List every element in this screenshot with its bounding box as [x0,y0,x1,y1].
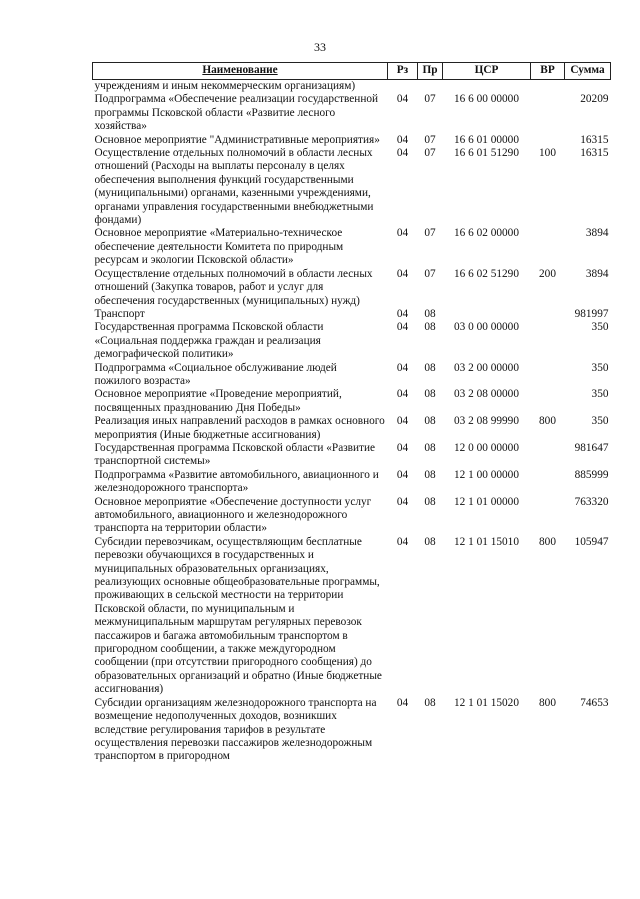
row-sum: 16315 [580,133,609,146]
row-rz: 04 [396,267,409,280]
row-pr: 08 [424,441,436,454]
row-csr: 03 2 00 00000 [454,361,519,374]
table-row [93,442,611,469]
row-rz: 04 [396,321,409,334]
row-csr: 16 6 02 00000 [454,227,519,240]
row-rz: 04 [396,468,409,481]
row-pr: 08 [424,321,436,334]
row-sum: 981997 [574,307,609,320]
row-pr: 08 [424,307,436,320]
row-sum: 350 [591,361,609,374]
row-pr: 07 [424,227,436,240]
row-pr: 08 [424,388,436,401]
row-csr: 03 0 00 00000 [454,321,519,334]
row-vr [531,134,565,147]
table-row [93,496,611,536]
row-csr: 16 6 02 51290 [454,267,519,280]
row-csr: 16 6 01 51290 [454,147,519,160]
table-row [93,388,611,415]
row-rz: 04 [396,696,409,709]
row-sum: 3894 [585,227,609,240]
row-vr: 800 [539,696,556,709]
table-header-row [93,63,611,80]
row-name: Государственная программа Псковской области «Социальная поддержка граждан и реализация демографической политики» [94,321,324,361]
row-pr: 08 [424,415,436,428]
row-vr [531,308,565,321]
table-row [93,362,611,389]
row-sum: 350 [591,388,609,401]
row-csr: 16 6 00 00000 [454,93,519,106]
table-row [93,536,611,697]
row-pr: 08 [424,495,436,508]
row-pr [418,80,443,94]
row-rz: 04 [396,361,409,374]
budget-table [92,62,611,764]
row-pr: 07 [424,267,436,280]
table-row [93,321,611,361]
row-sum: 981647 [574,441,609,454]
row-sum: 763320 [574,495,609,508]
table-row [93,469,611,496]
row-sum: 74653 [580,696,609,709]
row-pr: 07 [424,147,436,160]
row-vr [531,227,565,267]
row-sum: 3894 [585,267,609,280]
row-rz: 04 [396,93,409,106]
row-name: Подпрограмма «Обеспечение реализации государственной программы Псковской области «Развитие лесного хозяйства» [94,93,379,133]
row-pr: 08 [424,696,436,709]
row-name: Транспорт [94,307,145,320]
row-csr: 03 2 08 00000 [454,388,519,401]
table-row [93,308,611,321]
row-vr: 800 [539,415,556,428]
row-sum: 16315 [580,147,609,160]
row-name: Подпрограмма «Развитие автомобильного, авиационного и железнодорожного транспорта» [94,468,379,495]
table-row [93,415,611,442]
table-row [93,134,611,147]
row-name: учреждениям и иным некоммерческим организациям) [94,80,356,92]
row-vr: 100 [539,147,556,160]
row-pr: 08 [424,361,436,374]
row-name: Осуществление отдельных полномочий в области лесных отношений (Расходы на выплаты персоналу в целях обеспечения выполнения функций государственными (муниципальными) органами, казенными учреждениями, органами управления государственными внебюджетными фондами) [94,147,374,227]
row-csr: 03 2 08 99990 [454,415,519,428]
row-name: Осуществление отдельных полномочий в области лесных отношений (Закупка товаров, работ и услуг для обеспечения государственных (муниципальных) нужд) [94,267,373,307]
row-csr [443,80,531,94]
header-sum: Сумма [565,63,611,80]
table-row [93,227,611,267]
row-sum: 20209 [580,93,609,106]
row-csr: 12 1 01 00000 [454,495,519,508]
row-sum: 350 [591,321,609,334]
row-pr: 08 [424,535,436,548]
row-name: Государственная программа Псковской области «Развитие транспортной системы» [94,441,376,468]
row-sum: 105947 [574,535,609,548]
row-csr: 12 1 00 00000 [454,468,519,481]
row-name: Подпрограмма «Социальное обслуживание людей пожилого возраста» [94,361,337,387]
row-csr: 12 0 00 00000 [454,441,519,454]
row-name: Основное мероприятие «Проведение мероприятий, посвященных празднованию Дня Победы» [94,388,342,414]
row-rz: 04 [396,307,409,320]
row-rz: 04 [396,535,409,548]
row-vr [531,388,565,415]
row-vr [531,93,565,133]
row-name: Субсидии организациям железнодорожного транспорта на возмещение недополученных доходов, возникших вследствие регулирования тарифов в результате осуществления перевозки пассажиров железнодорожным транспортом в пригородном [94,696,377,763]
row-pr: 07 [424,93,436,106]
row-vr [531,496,565,536]
row-rz: 04 [396,415,409,428]
row-name: Основное мероприятие «Обеспечение доступности услуг автомобильного, авиационного и железнодорожного транспорта на территории области» [94,495,372,535]
row-sum: 350 [591,415,609,428]
row-vr [531,469,565,496]
header-vr: ВР [531,63,565,80]
row-name: Субсидии перевозчикам, осуществляющим бесплатные перевозки обучающихся в государственных и муниципальных образовательных организациях, реализующих основные общеобразовательные программы, проживающих в сельской местности на территории Псковской области, по муниципальным и межмуниципальным маршрутам регулярных перевозок пассажиров и багажа автомобильным транспортом в пригородном сообщении, а также междугородном сообщении (при отсутствии пригородного сообщения) до образовательных организаций и обратно (Иные бюджетные ассигнования) [94,535,382,696]
row-vr: 800 [539,535,556,548]
row-rz: 04 [396,147,409,160]
row-rz: 04 [396,133,409,146]
row-vr [531,80,565,94]
row-sum: 885999 [574,468,609,481]
row-rz: 04 [396,388,409,401]
row-pr: 07 [424,133,436,146]
row-vr: 200 [539,267,556,280]
row-csr: 16 6 01 00000 [454,133,519,146]
page-number: 33 [314,40,326,54]
row-csr: 12 1 01 15010 [454,535,519,548]
row-name: Реализация иных направлений расходов в рамках основного мероприятия (Иные бюджетные ассигнования) [94,415,385,441]
row-rz: 04 [396,495,409,508]
row-csr [443,308,531,321]
row-sum [565,80,611,94]
table-row [93,147,611,227]
row-rz: 04 [396,227,409,240]
row-rz: 04 [396,441,409,454]
header-rz: Рз [388,63,418,80]
header-csr: ЦСР [443,63,531,80]
table-row [93,697,611,764]
row-pr: 08 [424,468,436,481]
row-vr [531,362,565,389]
row-rz [388,80,418,94]
table-row [93,80,611,94]
row-csr: 12 1 01 15020 [454,696,519,709]
table-row [93,93,611,133]
row-vr [531,321,565,361]
row-vr [531,442,565,469]
row-name: Основное мероприятие "Административные мероприятия» [94,133,380,146]
table-row [93,268,611,308]
header-pr: Пр [418,63,443,80]
row-name: Основное мероприятие «Материально-техническое обеспечение деятельности Комитета по природным ресурсам и экологии Псковской области» [94,227,344,267]
header-name: Наименование [93,63,388,80]
